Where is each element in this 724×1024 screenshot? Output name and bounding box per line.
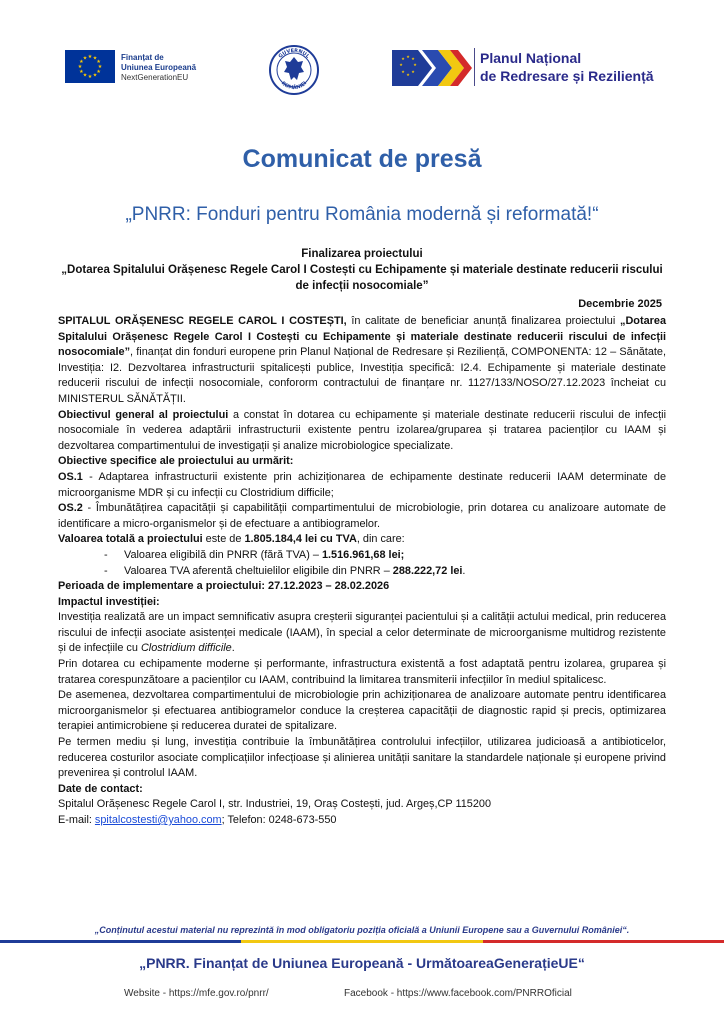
intro-text-2: , finanțat din fonduri europene prin Planul Național de Redresare și Reziliență, COMPONENTA: 12 – Sănătate, Investiția: I2. Dezvoltarea infrastructurii spitalicești publice, Investiția specifică: I2.4. Echipamente și materiale destinate reducerii riscului de infecții nosocomiale, confororm contractului de finanțare nr. 1127/133/NOSO/27.12.2023 încheiat cu MINISTERUL SĂNĂTĂȚII. — [58, 346, 666, 405]
intro-paragraph — [58, 314, 666, 408]
impact-paragraph-3: De asemenea, dezvoltarea compartimentului de microbiologie prin achiziționarea de analizoare automate pentru identificarea microorganismelor și efectuarea antibiogramelor conduce la creșterea capacității de diagnostic rapid și precis, optimizarea terapiei antimicrobiene și reducerea duratei de spitalizare. — [58, 689, 666, 733]
project-heading: Finalizarea proiectului — [301, 248, 423, 260]
impact-paragraph-1 — [58, 610, 666, 657]
eu-label-line3: NextGenerationEU — [121, 73, 189, 82]
value-text-2: , din care: — [356, 533, 405, 546]
value-item-amount: 288.222,72 lei — [392, 564, 463, 577]
value-item-suffix: . — [462, 564, 466, 577]
objective-text: - Îmbunătățirea capacității și capabilității compartimentului de microbiologie, prin dotarea cu analizoare automate de identificare a micro-organismelor și de efectuare a antibiogramelor. — [58, 502, 666, 530]
general-objective-text: a constat în dotarea cu echipamente și materiale destinate reducerii riscului de infecții nosocomiale în vederea adaptării infrastructurii existente pentru izolarea/gruparea și tratarea pacienților cu IAAM și dezvoltarea compartimentului de investigații și analize microbiologice specializate. — [58, 408, 666, 452]
page-subtitle: „PNRR: Fonduri pentru România modernă și reformată!“ — [125, 204, 599, 225]
pnrr-label — [480, 49, 654, 85]
eu-label-line2: Uniunea Europeană — [121, 63, 197, 72]
general-objective-paragraph — [58, 408, 666, 455]
impact-heading-text: Impactul investiției: — [58, 595, 160, 608]
impact-paragraph-4: Pe termen mediu și lung, investiția contribuie la îmbunătățirea controlului infecțiilor, utilizarea judicioasă a antibioticelor, reducerea costurilor asociate complicațiilor infecțioase și alinierea unității sanitare la standardele naționale și europene privind prevenirea și controlul IAAM. — [58, 736, 666, 780]
project-name: „Dotarea Spitalului Orășenesc Regele Carol I Costești cu Echipamente și materiale destinate reducerii riscului de infecții nosocomiale” — [61, 264, 663, 292]
impact-paragraph-2: Prin dotarea cu echipamente moderne și performante, infrastructura existentă a fost adaptată pentru izolarea, gruparea și tratarea corespunzătoare a pacienților cu IAAM, contribuind la limitarea transmiterii infecțiilor în mediul spitalicesc. — [58, 658, 666, 686]
implementation-period — [58, 579, 666, 595]
page-title: Comunicat de presă — [242, 145, 482, 173]
eu-flag-icon — [65, 50, 115, 83]
stripe-yellow — [241, 940, 483, 943]
specific-objective-item — [58, 470, 666, 501]
phone-text: ; Telefon: 0248-673-550 — [221, 814, 337, 826]
objective-text: - Adaptarea infrastructurii existente prin achiziționarea de echipamente destinate reducerii IAAM determinate de microorganisme MDR și cu infecții cu Clostridium difficile; — [58, 470, 666, 499]
eu-funding-label — [121, 53, 196, 83]
project-value-paragraph — [58, 532, 666, 548]
website-link[interactable]: Website - https://mfe.gov.ro/pnrr/ — [124, 988, 269, 999]
email-label: E-mail: — [58, 814, 95, 826]
objective-code: OS.2 — [58, 502, 83, 515]
svg-text:★: ★ — [92, 72, 98, 79]
svg-text:★: ★ — [411, 69, 415, 74]
contact-email-phone — [58, 813, 666, 829]
eu-disclaimer: „Conținutul acestui material nu reprezintă în mod obligatoriu poziția oficială a Uniunii Europene sau a Guvernului României“. — [94, 925, 630, 935]
value-item-suffix: lei; — [385, 548, 405, 561]
svg-text:★: ★ — [97, 64, 103, 70]
value-item-amount: 1.516.961,68 — [321, 548, 386, 561]
contact-heading-text: Date de contact: — [58, 782, 143, 795]
project-heading-block — [60, 246, 664, 294]
general-objective-label: Obiectivul general al proiectului — [58, 408, 229, 421]
facebook-link[interactable]: Facebook - https://www.facebook.com/PNRROficial — [344, 988, 572, 999]
svg-text:★: ★ — [82, 72, 88, 79]
impact-p1-italic: Clostridium difficile — [140, 642, 232, 655]
intro-project-name: „Dotarea Spitalului Orășenesc Regele Carol I Costești cu Echipamente și materiale destinate reducerii riscului de infecții nosocomiale” — [58, 315, 666, 359]
header-logos — [0, 42, 724, 97]
tricolor-stripe — [0, 940, 724, 943]
pnrr-label-line1: Planul Național — [480, 50, 582, 66]
svg-text:★: ★ — [96, 69, 101, 75]
svg-text:★: ★ — [401, 69, 405, 74]
value-text-1: este de — [202, 533, 245, 546]
implementation-period-text: Perioada de implementare a proiectului: 27.12.2023 – 28.02.2026 — [58, 580, 390, 593]
specific-objectives-heading — [58, 454, 666, 470]
impact-heading — [58, 595, 666, 611]
crest-text-top: GUVERNUL — [277, 47, 311, 60]
stripe-red — [483, 940, 724, 943]
svg-text:★: ★ — [401, 56, 405, 61]
impact-p1-end: . — [231, 642, 235, 655]
crest-text-bottom: ROMÂNIEI — [279, 80, 309, 92]
svg-text:★: ★ — [406, 72, 410, 77]
svg-text:★: ★ — [79, 69, 84, 75]
svg-text:★: ★ — [79, 59, 84, 65]
svg-text:★: ★ — [82, 55, 88, 62]
pnrr-label-line2: de Redresare și Reziliență — [480, 68, 654, 84]
svg-text:★: ★ — [92, 55, 98, 62]
svg-text:★: ★ — [87, 74, 93, 80]
svg-text:★: ★ — [411, 56, 415, 61]
footer-title: „PNRR. Finanțat de Uniunea Europeană - UrmătoareaGenerațieUE“ — [139, 955, 585, 971]
government-crest-icon — [268, 44, 320, 96]
value-item-label: Valoarea eligibilă din PNRR (fără TVA) – — [124, 548, 322, 561]
objective-code: OS.1 — [58, 470, 83, 483]
pnrr-divider — [474, 48, 475, 86]
svg-text:ROMÂNIEI — [280, 80, 308, 91]
email-link[interactable]: spitalcostesti@yahoo.com — [94, 814, 222, 826]
contact-heading — [58, 782, 666, 798]
svg-text:★: ★ — [399, 62, 403, 67]
value-label: Valoarea totală a proiectului — [58, 533, 203, 546]
beneficiary-name: SPITALUL ORĂȘENESC REGELE CAROL I COSTEȘTI, — [58, 315, 347, 327]
specific-objectives-heading-text: Obiective specifice ale proiectului au urmărit: — [58, 455, 294, 468]
impact-p1-text: Investiția realizată are un impact semnificativ asupra creșterii siguranței pacientului și a calității actului medical, prin reducerea riscului de infecții asociate asistenței medicale (IAAM), în special a celor determinate de microorganisme multidrog rezistente și de infecțiile cu — [58, 611, 666, 655]
svg-text:★: ★ — [96, 59, 101, 65]
specific-objective-item — [58, 501, 666, 532]
svg-text:★: ★ — [406, 54, 410, 59]
svg-text:★: ★ — [87, 54, 93, 60]
contact-address: Spitalul Orășenesc Regele Carol I, str. Industriei, 19, Oraș Costești, jud. Argeș,CP 115200 — [58, 798, 492, 811]
release-date: Decembrie 2025 — [578, 298, 662, 310]
press-release-body — [58, 314, 666, 829]
value-item: - Valoarea TVA aferentă cheltuielilor eligibile din PNRR – 288.222,72 lei. — [104, 564, 466, 577]
pnrr-logo-icon — [392, 46, 472, 90]
svg-text:★: ★ — [413, 62, 417, 67]
value-total: 1.805.184,4 lei cu TVA — [244, 533, 357, 546]
eu-label-line1: Finanțat de — [121, 53, 164, 62]
intro-text-1: în calitate de beneficiar anunță finalizarea proiectului — [346, 315, 620, 327]
svg-text:★: ★ — [77, 64, 83, 70]
stripe-blue — [0, 940, 241, 943]
value-item: - Valoarea eligibilă din PNRR (fără TVA) – 1.516.961,68 lei; — [104, 548, 405, 561]
value-item-label: Valoarea TVA aferentă cheltuielilor eligibile din PNRR – — [124, 564, 393, 577]
